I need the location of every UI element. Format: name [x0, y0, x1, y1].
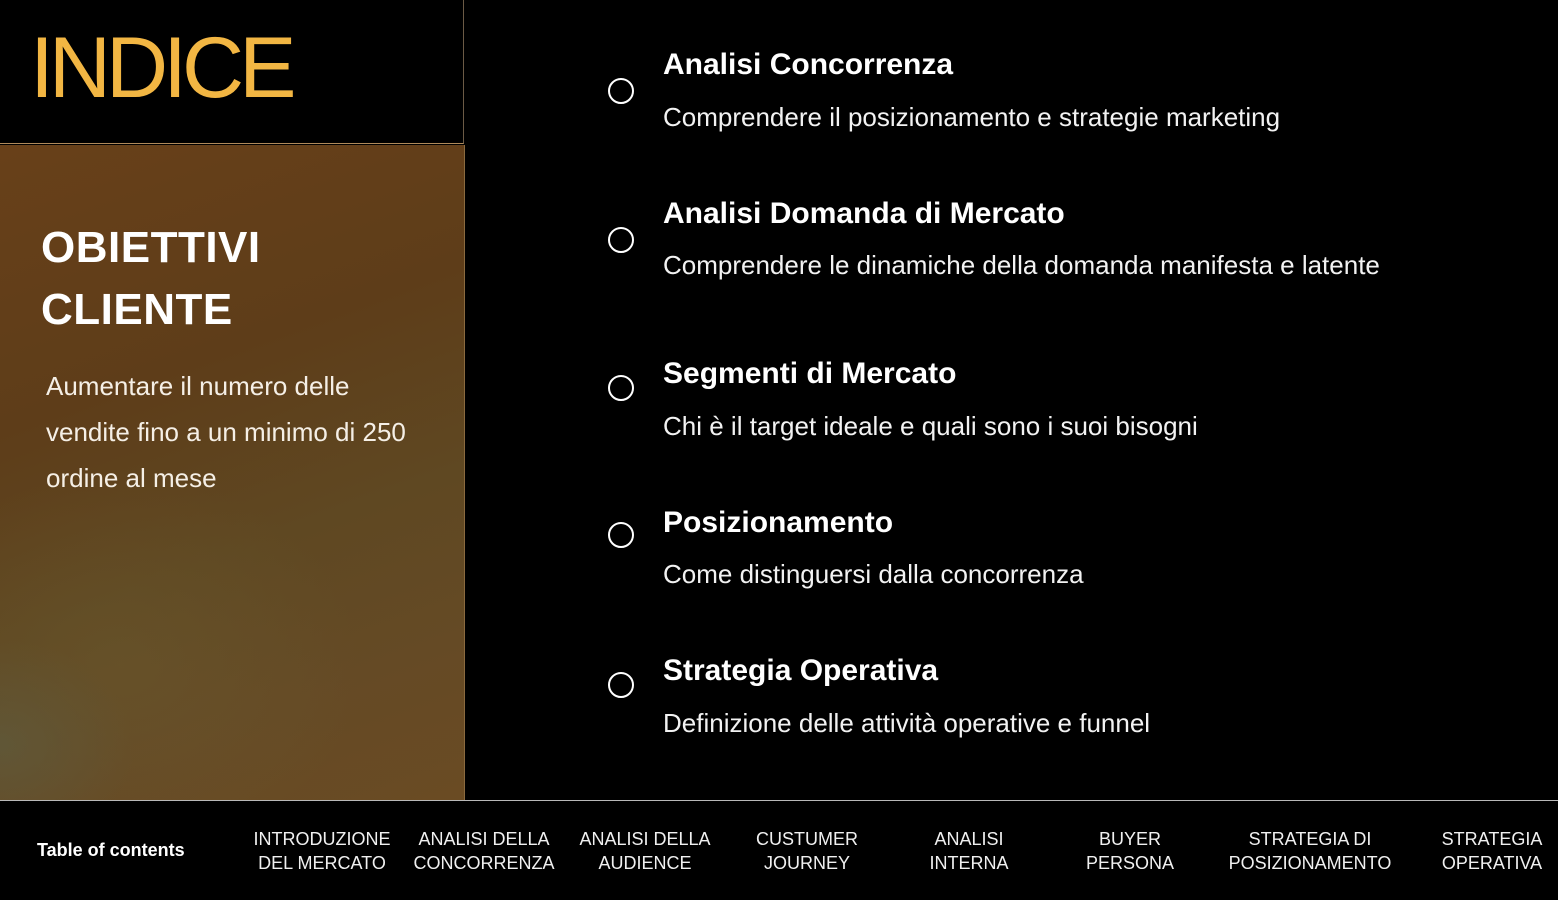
- nav-analisi-interna[interactable]: ANALISI INTERNA: [929, 829, 1009, 873]
- nav-analisi-audience[interactable]: ANALISI DELLA AUDIENCE: [579, 829, 711, 873]
- index-item-title: Analisi Domanda di Mercato: [663, 197, 1065, 230]
- title-header: [0, 0, 464, 144]
- bullet-circle-icon: [608, 522, 634, 548]
- objectives-panel: [0, 145, 465, 801]
- nav-strategia-posizionamento[interactable]: STRATEGIA DI POSIZIONAMENTO: [1228, 829, 1392, 873]
- index-item-title: Posizionamento: [663, 506, 894, 539]
- bullet-circle-icon: [608, 227, 634, 253]
- index-item-title: Segmenti di Mercato: [663, 357, 957, 390]
- index-item-title: Strategia Operativa: [663, 654, 939, 687]
- nav-introduzione[interactable]: INTRODUZIONE DEL MERCATO: [253, 829, 391, 873]
- objectives-title-line2: CLIENTE: [41, 285, 233, 334]
- index-item-description: Chi è il target ideale e quali sono i suoi bisogni: [663, 411, 1198, 441]
- page-title: INDICE: [30, 20, 292, 116]
- objectives-text: Aumentare il numero delle vendite fino a un minimo di 250 ordine al mese: [46, 371, 406, 493]
- index-item-description: Comprendere le dinamiche della domanda manifesta e latente: [663, 250, 1380, 280]
- nav-customer-journey[interactable]: CUSTUMER JOURNEY: [756, 829, 858, 873]
- bullet-circle-icon: [608, 375, 634, 401]
- index-item-description: Definizione delle attività operative e funnel: [663, 708, 1151, 738]
- bullet-circle-icon: [608, 78, 634, 104]
- index-item-description: Comprendere il posizionamento e strategie marketing: [663, 102, 1281, 132]
- objectives-title-line1: OBIETTIVI: [41, 223, 261, 272]
- nav-analisi-concorrenza[interactable]: ANALISI DELLA CONCORRENZA: [413, 829, 555, 873]
- toc-label: Table of contents: [37, 840, 185, 860]
- nav-buyer-persona[interactable]: BUYER PERSONA: [1085, 829, 1175, 873]
- index-item-title: Analisi Concorrenza: [663, 48, 954, 81]
- bullet-circle-icon: [608, 672, 634, 698]
- objectives-title: [41, 217, 421, 341]
- table-of-contents-bar: [0, 800, 1558, 900]
- nav-strategia-operativa[interactable]: STRATEGIA OPERATIVA: [1441, 829, 1543, 873]
- index-item-description: Come distinguersi dalla concorrenza: [663, 559, 1084, 589]
